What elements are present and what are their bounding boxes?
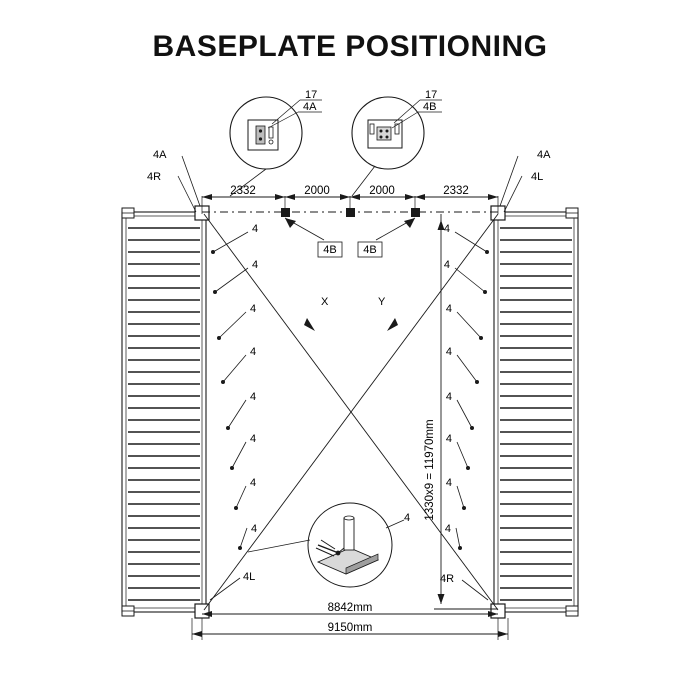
left-container-wall bbox=[122, 208, 206, 616]
right-plate-mark: 4 bbox=[443, 259, 450, 271]
welding-detail-plate-mark: 4 bbox=[404, 512, 411, 524]
mid-4b-callouts bbox=[285, 218, 415, 257]
label-diagonal-y: Y bbox=[378, 296, 386, 308]
dimension-right-vertical: 1330x9 = 11970mm bbox=[424, 419, 436, 521]
right-plate-leaders bbox=[455, 232, 487, 548]
left-plate-leaders bbox=[213, 232, 248, 548]
right-container-wall bbox=[494, 208, 578, 616]
left-plate-mark: 4 bbox=[252, 259, 259, 271]
dimension-bottom-outer: 9150mm bbox=[327, 622, 373, 634]
left-plate-mark: 4 bbox=[252, 223, 259, 235]
right-vertical-dimension bbox=[434, 214, 498, 609]
label-bottom-right-r: 4R bbox=[440, 573, 455, 585]
label-detail-right-top: 17 bbox=[425, 89, 438, 101]
label-detail-left-top: 17 bbox=[305, 89, 318, 101]
dimension-top-3: 2000 bbox=[369, 185, 395, 197]
welding-detail-bubble bbox=[248, 503, 404, 587]
left-plate-mark: 4 bbox=[250, 391, 257, 403]
label-mid-right-b: 4B bbox=[363, 244, 377, 256]
dimension-bottom-inner: 8842mm bbox=[327, 602, 373, 614]
label-corner-top-left-r: 4R bbox=[147, 171, 162, 183]
left-plate-mark: 4 bbox=[250, 433, 257, 445]
right-plate-mark: 4 bbox=[445, 303, 452, 315]
dimension-top-4: 2332 bbox=[443, 185, 469, 197]
left-plate-mark: 4 bbox=[250, 477, 257, 489]
right-plate-mark: 4 bbox=[445, 391, 452, 403]
page-title: BASEPLATE POSITIONING bbox=[152, 30, 548, 63]
right-plate-mark: 4 bbox=[445, 346, 452, 358]
label-corner-top-right-l: 4L bbox=[531, 171, 544, 183]
left-plate-mark: 4 bbox=[251, 523, 258, 535]
right-plate-mark: 4 bbox=[445, 477, 452, 489]
dimension-top-1: 2332 bbox=[230, 185, 256, 197]
label-bottom-left-l: 4L bbox=[243, 571, 256, 583]
label-detail-left-bottom: 4A bbox=[303, 101, 317, 113]
label-corner-top-right-a: 4A bbox=[537, 149, 551, 161]
left-plate-mark: 4 bbox=[250, 303, 257, 315]
label-diagonal-x: X bbox=[321, 296, 329, 308]
right-plate-mark: 4 bbox=[444, 523, 451, 535]
right-plate-mark: 4 bbox=[443, 223, 450, 235]
label-mid-left-b: 4B bbox=[323, 244, 337, 256]
label-detail-right-bottom: 4B bbox=[423, 101, 437, 113]
right-plate-mark: 4 bbox=[445, 433, 452, 445]
label-corner-top-left-a: 4A bbox=[153, 149, 167, 161]
left-plate-mark: 4 bbox=[250, 346, 257, 358]
dimension-top-2: 2000 bbox=[304, 185, 330, 197]
